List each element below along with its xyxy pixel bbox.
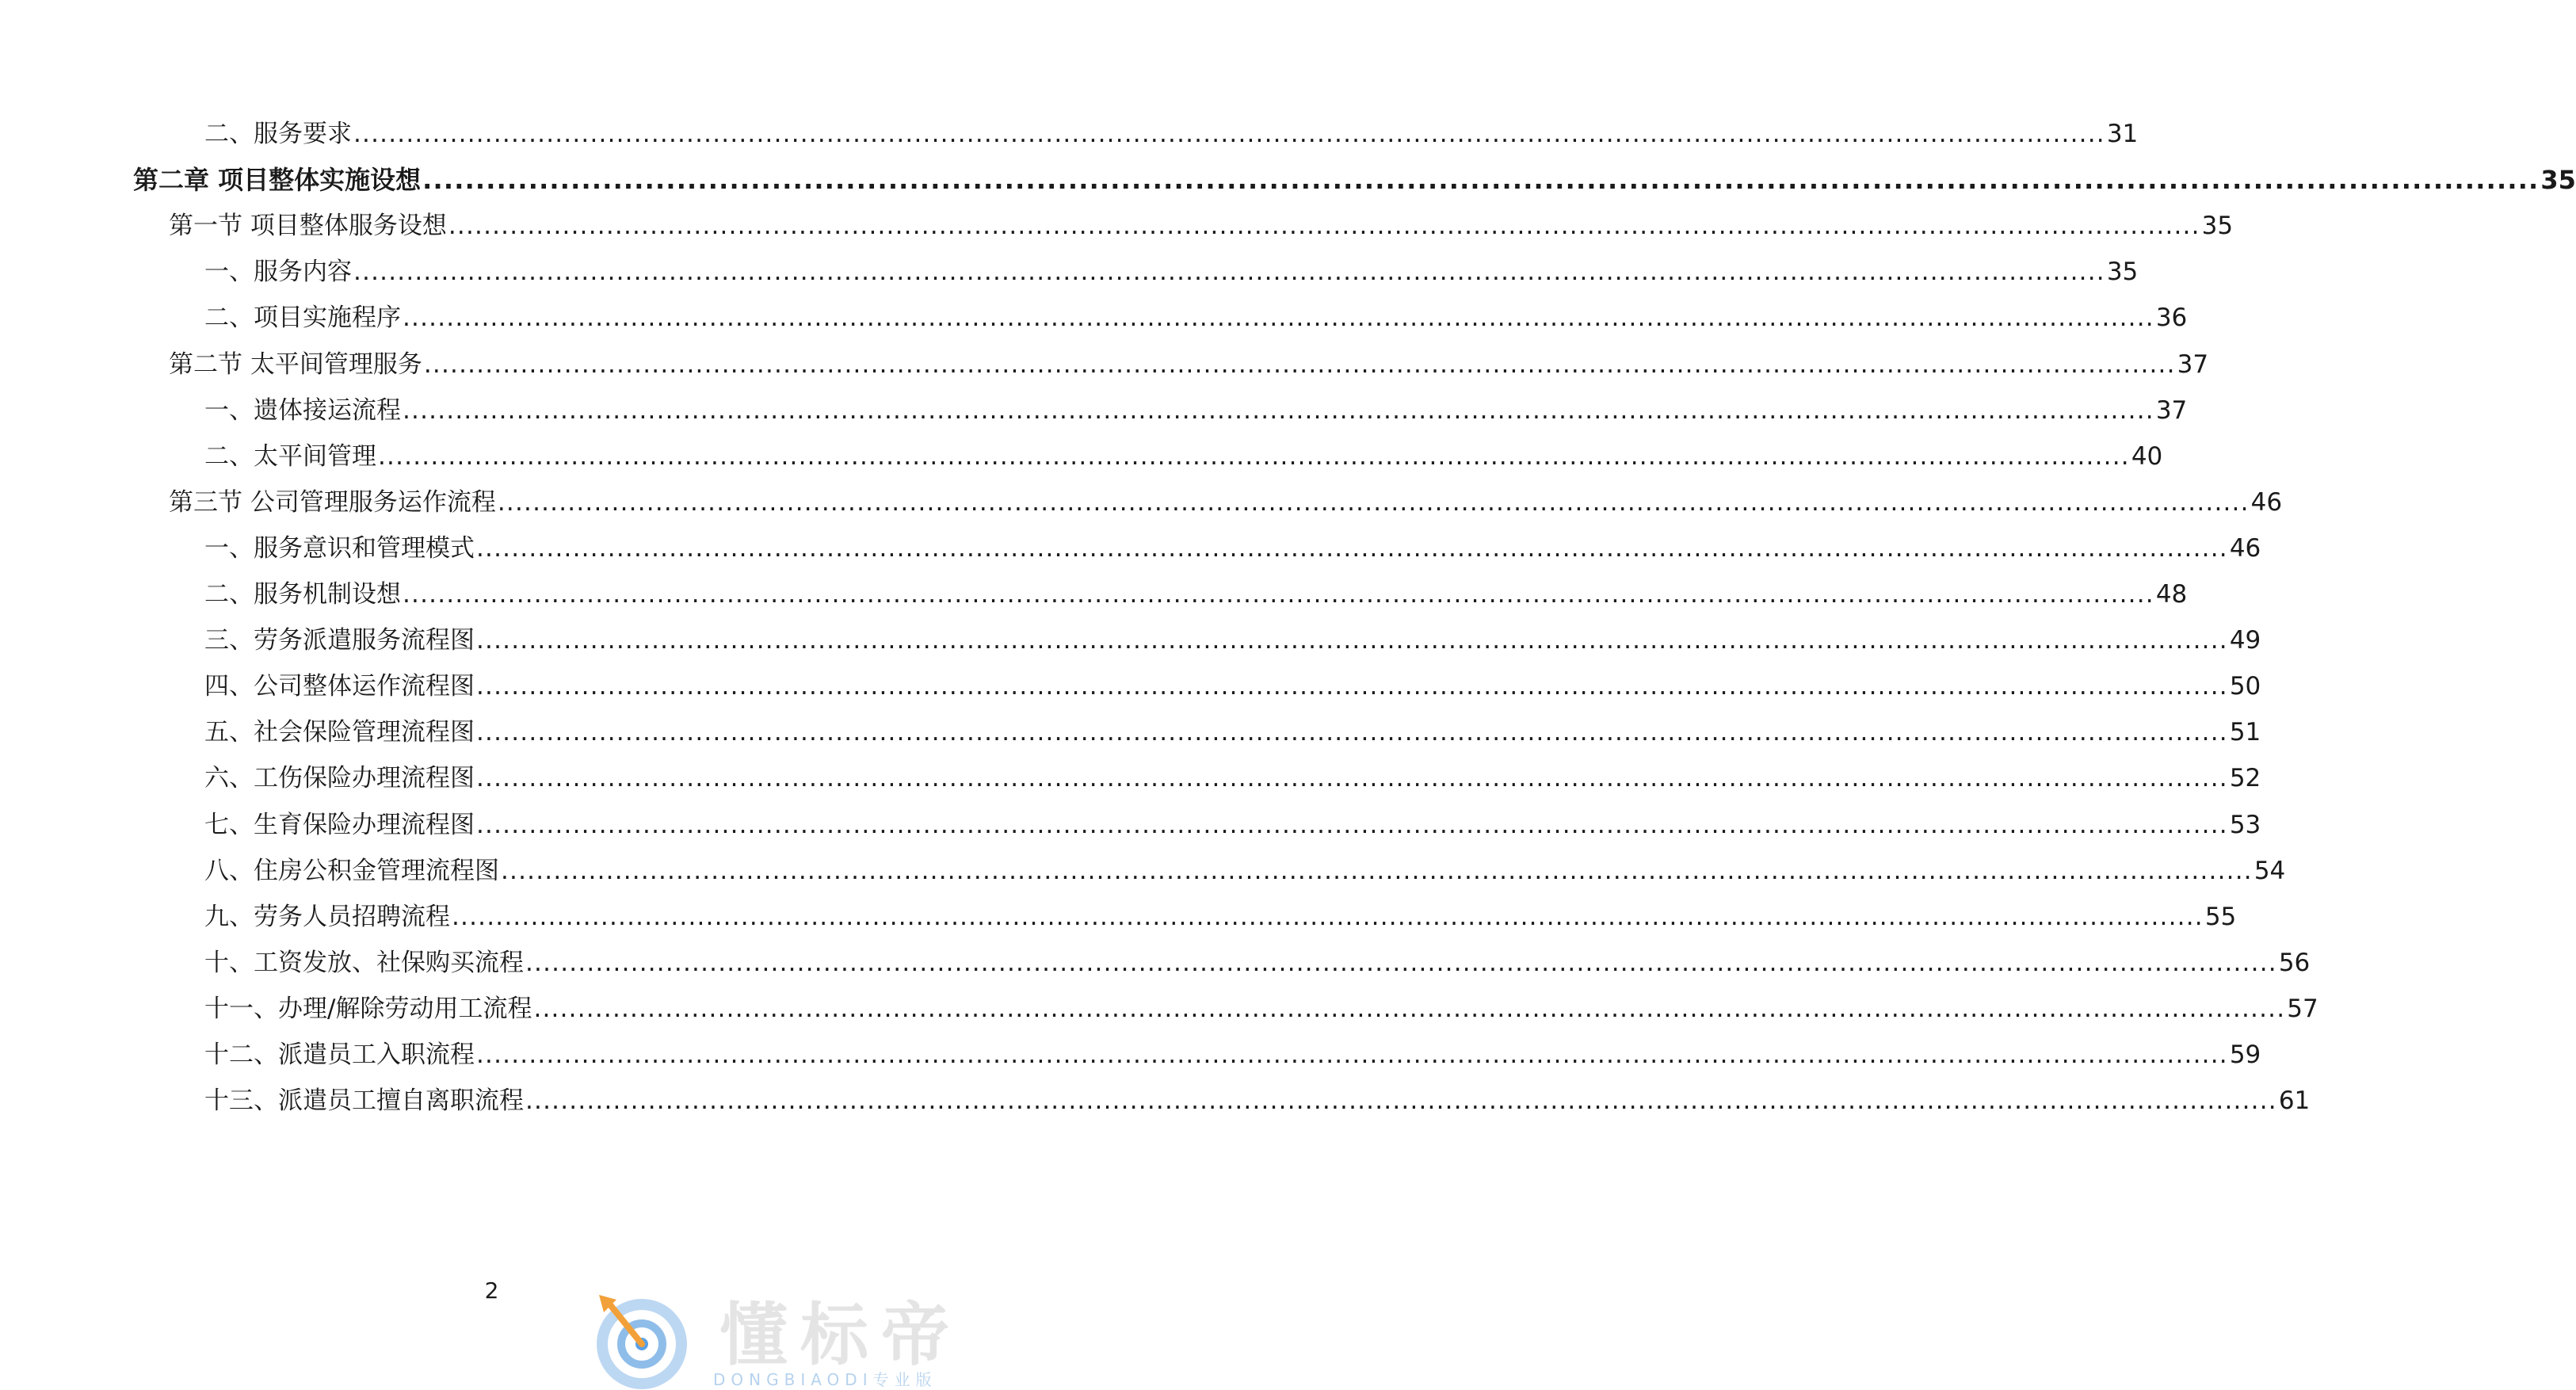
toc-entry[interactable] <box>204 895 2237 939</box>
toc-leader-dots: ........................................................................................................................................................................................................ <box>533 995 2286 1023</box>
toc-entry[interactable] <box>204 756 2261 800</box>
toc-entry[interactable] <box>169 342 2209 387</box>
toc-entry[interactable] <box>204 572 2188 617</box>
toc-leader-dots: ........................................................................................................................................................................................................ <box>525 949 2277 977</box>
toc-entry-title: 七、生育保险办理流程图 <box>204 811 475 839</box>
toc-entry[interactable] <box>204 296 2188 340</box>
watermark-brand: 懂标帝 <box>719 1296 962 1375</box>
toc-entry-title: 三、劳务派遣服务流程图 <box>204 626 475 655</box>
toc-entry-title: 第二章 项目整体实施设想 <box>133 165 422 195</box>
toc-entry-page: 40 <box>2131 442 2163 471</box>
watermark <box>593 1292 973 1390</box>
toc-entry[interactable] <box>169 480 2283 525</box>
toc-entry-page: 55 <box>2204 903 2237 931</box>
toc-leader-dots: ........................................................................................................................................................................................................ <box>353 258 2105 286</box>
toc-entry-page: 49 <box>2229 626 2261 655</box>
toc-entry-title: 二、项目实施程序 <box>204 304 401 332</box>
toc-entry[interactable] <box>169 204 2234 248</box>
toc-leader-dots: ........................................................................................................................................................................................................ <box>403 396 2154 425</box>
toc-entry-title: 八、住房公积金管理流程图 <box>204 857 499 885</box>
toc-entry-page: 46 <box>2229 534 2261 563</box>
toc-entry-title: 一、服务意识和管理模式 <box>204 534 475 563</box>
toc-leader-dots: ........................................................................................................................................................................................................ <box>476 1041 2228 1069</box>
watermark-subtitle: DONGBIAODI专业版 <box>713 1370 937 1389</box>
toc-entry-title: 第三节 公司管理服务运作流程 <box>169 488 496 517</box>
toc-entry[interactable] <box>204 664 2261 708</box>
toc-leader-dots: ........................................................................................................................................................................................................ <box>476 811 2228 839</box>
toc-leader-dots: ........................................................................................................................................................................................................ <box>448 212 2200 240</box>
toc-entry[interactable] <box>204 1079 2311 1123</box>
toc-entry-title: 二、服务要求 <box>204 120 352 148</box>
toc-entry-title: 十二、派遣员工入职流程 <box>204 1041 475 1069</box>
toc-entry-page: 56 <box>2278 949 2311 977</box>
toc-entry-page: 57 <box>2287 995 2318 1023</box>
toc-entry-page: 37 <box>2177 350 2209 379</box>
toc-entry-title: 六、工伤保险办理流程图 <box>204 764 475 792</box>
toc-entry-title: 四、公司整体运作流程图 <box>204 672 475 701</box>
toc-entry-page: 52 <box>2229 764 2261 792</box>
toc-entry-page: 35 <box>2201 212 2234 240</box>
toc-entry-title: 二、太平间管理 <box>204 442 376 471</box>
toc-leader-dots: ........................................................................................................................................................................................................ <box>403 580 2154 609</box>
toc-entry-page: 51 <box>2229 718 2261 747</box>
toc-entry-page: 61 <box>2278 1086 2311 1115</box>
toc-entry[interactable] <box>204 941 2311 985</box>
toc-leader-dots: ........................................................................................................................................................................................................ <box>501 857 2253 885</box>
toc-leader-dots: ........................................................................................................................................................................................................ <box>423 350 2176 379</box>
toc-leader-dots: ........................................................................................................................................................................................................ <box>497 488 2250 517</box>
toc-leader-dots: ........................................................................................................................................................................................................ <box>476 534 2228 563</box>
toc-entry[interactable] <box>204 987 2318 1031</box>
toc-entry-title: 第二节 太平间管理服务 <box>169 350 422 379</box>
toc-entry[interactable] <box>204 618 2261 663</box>
toc-leader-dots: ........................................................................................................................................................................................................ <box>422 165 2540 195</box>
target-logo-icon <box>593 1292 696 1390</box>
toc-entry[interactable] <box>204 849 2286 893</box>
toc-entry-title: 十一、办理/解除劳动用工流程 <box>204 995 532 1023</box>
toc-entry[interactable] <box>204 526 2261 571</box>
toc-entry[interactable] <box>204 803 2261 847</box>
toc-entry[interactable] <box>133 158 2576 202</box>
toc-entry-title: 一、服务内容 <box>204 258 352 286</box>
toc-entry-page: 53 <box>2229 811 2261 839</box>
toc-leader-dots: ........................................................................................................................................................................................................ <box>476 718 2228 747</box>
toc-leader-dots: ........................................................................................................................................................................................................ <box>476 626 2228 655</box>
toc-entry-page: 36 <box>2155 304 2188 332</box>
toc-leader-dots: ........................................................................................................................................................................................................ <box>525 1086 2277 1115</box>
toc-entry-page: 59 <box>2229 1041 2261 1069</box>
toc-leader-dots: ........................................................................................................................................................................................................ <box>452 903 2204 931</box>
toc-leader-dots: ........................................................................................................................................................................................................ <box>403 304 2154 332</box>
toc-entry-title: 十、工资发放、社保购买流程 <box>204 949 524 977</box>
toc-entry-page: 35 <box>2106 258 2139 286</box>
page-number: 2 <box>484 1277 499 1304</box>
toc-entry[interactable] <box>204 250 2139 294</box>
toc-leader-dots: ........................................................................................................................................................................................................ <box>476 672 2228 701</box>
toc-entry[interactable] <box>204 1033 2261 1077</box>
toc-entry[interactable] <box>204 112 2139 156</box>
toc-entry-page: 48 <box>2155 580 2188 609</box>
toc-entry[interactable] <box>204 710 2261 754</box>
toc-entry-page: 35 <box>2540 165 2576 195</box>
toc-entry-title: 第一节 项目整体服务设想 <box>169 212 447 240</box>
toc-entry-title: 五、社会保险管理流程图 <box>204 718 475 747</box>
toc-entry[interactable] <box>204 434 2163 479</box>
toc-leader-dots: ........................................................................................................................................................................................................ <box>353 120 2105 148</box>
toc-entry-title: 九、劳务人员招聘流程 <box>204 903 450 931</box>
toc-entry-title: 十三、派遣员工擅自离职流程 <box>204 1086 524 1115</box>
toc-leader-dots: ........................................................................................................................................................................................................ <box>378 442 2130 471</box>
toc-entry-page: 37 <box>2155 396 2188 425</box>
toc-entry-page: 50 <box>2229 672 2261 701</box>
toc-entry-page: 54 <box>2254 857 2286 885</box>
toc-leader-dots: ........................................................................................................................................................................................................ <box>476 764 2228 792</box>
toc-entry-title: 一、遗体接运流程 <box>204 396 401 425</box>
toc-entry-title: 二、服务机制设想 <box>204 580 401 609</box>
toc-entry-page: 46 <box>2250 488 2283 517</box>
toc-entry[interactable] <box>204 388 2188 433</box>
toc-entry-page: 31 <box>2106 120 2139 148</box>
